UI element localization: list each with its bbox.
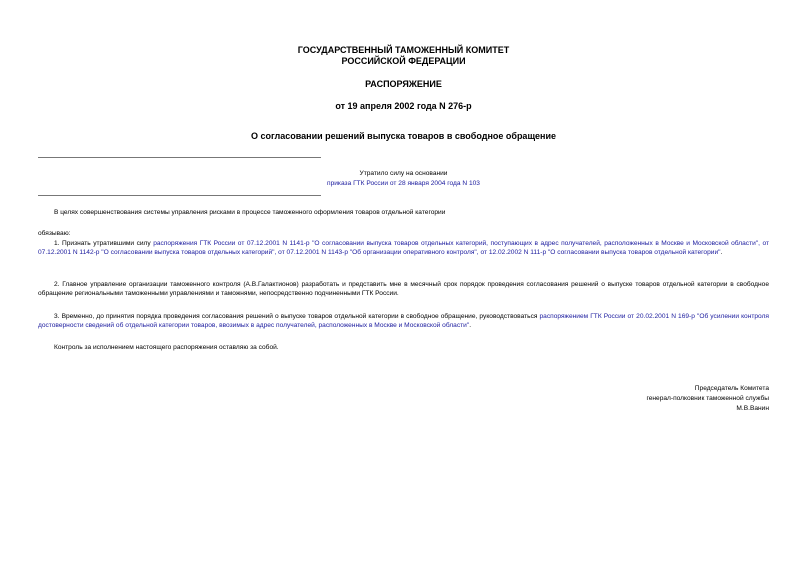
signature-rank: генерал-полковник таможенной службы xyxy=(646,395,769,402)
divider-top xyxy=(38,157,321,158)
paragraph-3-link[interactable]: распоряжением ГТК России от 20.02.2001 N 169-р "Об усилении контроля достоверности сведений об отдельной категории товаров, ввозимых в адрес получателей, расположенных в Москве и Московской области" xyxy=(38,313,769,329)
doc-title: О согласовании решений выпуска товаров в свободное обращение xyxy=(250,131,557,141)
paragraph-3-prefix: 3. Временно, до принятия порядка проведения согласования решений о выпуске товаров отдельной категории в свободное обращение, руководствоваться xyxy=(54,313,540,320)
obligation-line: обязываю: xyxy=(38,230,71,237)
paragraph-2: 2. Главное управление организации таможенного контроля (А.В.Галактионов) разработать и представить мне в месячный срок порядок проведения согласования решений о выпуске товаров отдельной категории в свободное обращение региональными таможенными управлениями и таможнями, непосредственно подчиненными ГТК России. xyxy=(38,281,769,297)
signature-name: М.В.Ванин xyxy=(736,405,769,412)
paragraph-3 xyxy=(38,313,769,330)
paragraph-1-link[interactable]: распоряжения ГТК России от 07.12.2001 N 1141-р "О согласовании выпуска товаров отдельных категорий, поступающих в адрес получателей, расположенных в Москве и Московской области", от 07.12.2001 N 1142-р "О согласовании выпуска товаров отдельных категорий", от 07.12.2001 N 1143-р "Об организации оперативного контроля", от 12.02.2002 N 111-р "О согласовании выпуска товаров отдельной категории" xyxy=(38,240,769,256)
paragraph-3-suffix: . xyxy=(469,321,472,329)
paragraph-1-prefix: 1. Признать утратившими силу xyxy=(54,240,154,247)
control-paragraph: Контроль за исполнением настоящего распоряжения оставляю за собой. xyxy=(54,344,279,351)
divider-bottom xyxy=(38,195,321,196)
paragraph-1 xyxy=(38,240,769,257)
status-link-wrap xyxy=(0,180,807,189)
doc-date: от 19 апреля 2002 года N 276-р xyxy=(335,101,472,111)
doc-type: РАСПОРЯЖЕНИЕ xyxy=(365,79,442,89)
intro-paragraph: В целях совершенствования системы управления рисками в процессе таможенного оформления товаров отдельной категории xyxy=(54,209,446,216)
signature-block xyxy=(646,384,769,414)
org-name-line2: РОССИЙСКОЙ ФЕДЕРАЦИИ xyxy=(341,56,466,66)
signature-position: Председатель Комитета xyxy=(694,385,769,392)
status-link[interactable]: приказа ГТК России от 28 января 2004 года N 103 xyxy=(327,180,480,187)
status-text: Утратило силу на основании xyxy=(359,170,448,177)
paragraph-1-suffix: . xyxy=(720,248,723,256)
org-name-line1: ГОСУДАРСТВЕННЫЙ ТАМОЖЕННЫЙ КОМИТЕТ xyxy=(297,45,510,55)
